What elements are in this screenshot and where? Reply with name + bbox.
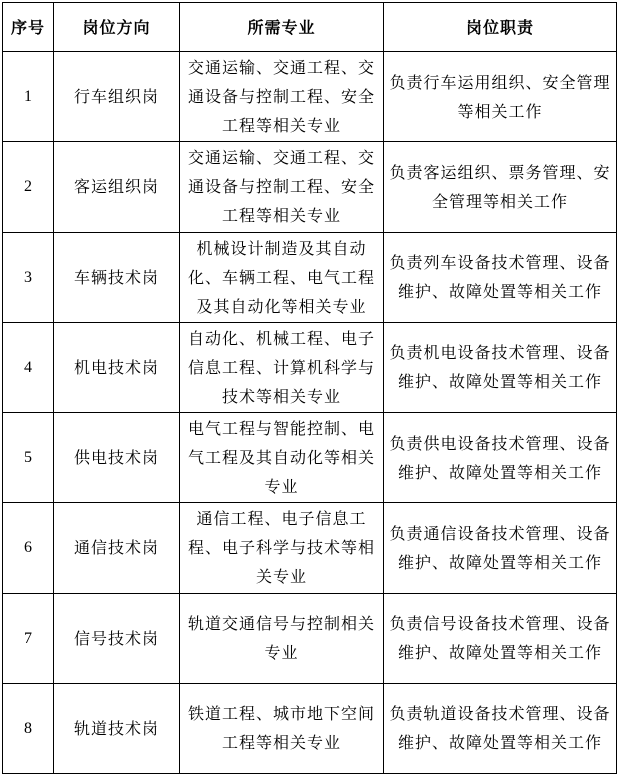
table-row: [3, 413, 617, 503]
row-major: 交通运输、交通工程、交通设备与控制工程、安全工程等相关专业: [180, 52, 384, 142]
row-duty: 负责行车运用组织、安全管理等相关工作: [384, 52, 617, 142]
header-index: 序号: [3, 3, 54, 52]
table-header-row: [3, 3, 617, 52]
header-duty: 岗位职责: [384, 3, 617, 52]
row-position: 客运组织岗: [54, 142, 180, 232]
row-major: 自动化、机械工程、电子信息工程、计算机科学与技术等相关专业: [180, 322, 384, 412]
row-major: 机械设计制造及其自动化、车辆工程、电气工程及其自动化等相关专业: [180, 232, 384, 322]
table-row: [3, 683, 617, 773]
row-position: 车辆技术岗: [54, 232, 180, 322]
row-position: 供电技术岗: [54, 413, 180, 503]
table-row: [3, 322, 617, 412]
row-index: 5: [3, 413, 54, 503]
row-index: 4: [3, 322, 54, 412]
row-duty: 负责客运组织、票务管理、安全管理等相关工作: [384, 142, 617, 232]
table-row: [3, 593, 617, 683]
table-row: [3, 142, 617, 232]
position-table: [2, 2, 617, 774]
row-position: 通信技术岗: [54, 503, 180, 593]
header-position: 岗位方向: [54, 3, 180, 52]
row-major: 电气工程与智能控制、电气工程及其自动化等相关专业: [180, 413, 384, 503]
row-index: 1: [3, 52, 54, 142]
table-row: [3, 232, 617, 322]
row-position: 信号技术岗: [54, 593, 180, 683]
row-position: 行车组织岗: [54, 52, 180, 142]
row-index: 6: [3, 503, 54, 593]
row-duty: 负责供电设备技术管理、设备维护、故障处置等相关工作: [384, 413, 617, 503]
table-row: [3, 503, 617, 593]
header-major: 所需专业: [180, 3, 384, 52]
table-row: [3, 52, 617, 142]
row-major: 交通运输、交通工程、交通设备与控制工程、安全工程等相关专业: [180, 142, 384, 232]
row-duty: 负责机电设备技术管理、设备维护、故障处置等相关工作: [384, 322, 617, 412]
row-position: 轨道技术岗: [54, 683, 180, 773]
row-duty: 负责轨道设备技术管理、设备维护、故障处置等相关工作: [384, 683, 617, 773]
row-duty: 负责信号设备技术管理、设备维护、故障处置等相关工作: [384, 593, 617, 683]
row-major: 通信工程、电子信息工程、电子科学与技术等相关专业: [180, 503, 384, 593]
row-major: 轨道交通信号与控制相关专业: [180, 593, 384, 683]
row-index: 8: [3, 683, 54, 773]
row-major: 铁道工程、城市地下空间工程等相关专业: [180, 683, 384, 773]
row-index: 3: [3, 232, 54, 322]
row-position: 机电技术岗: [54, 322, 180, 412]
row-index: 7: [3, 593, 54, 683]
row-duty: 负责通信设备技术管理、设备维护、故障处置等相关工作: [384, 503, 617, 593]
row-index: 2: [3, 142, 54, 232]
row-duty: 负责列车设备技术管理、设备维护、故障处置等相关工作: [384, 232, 617, 322]
